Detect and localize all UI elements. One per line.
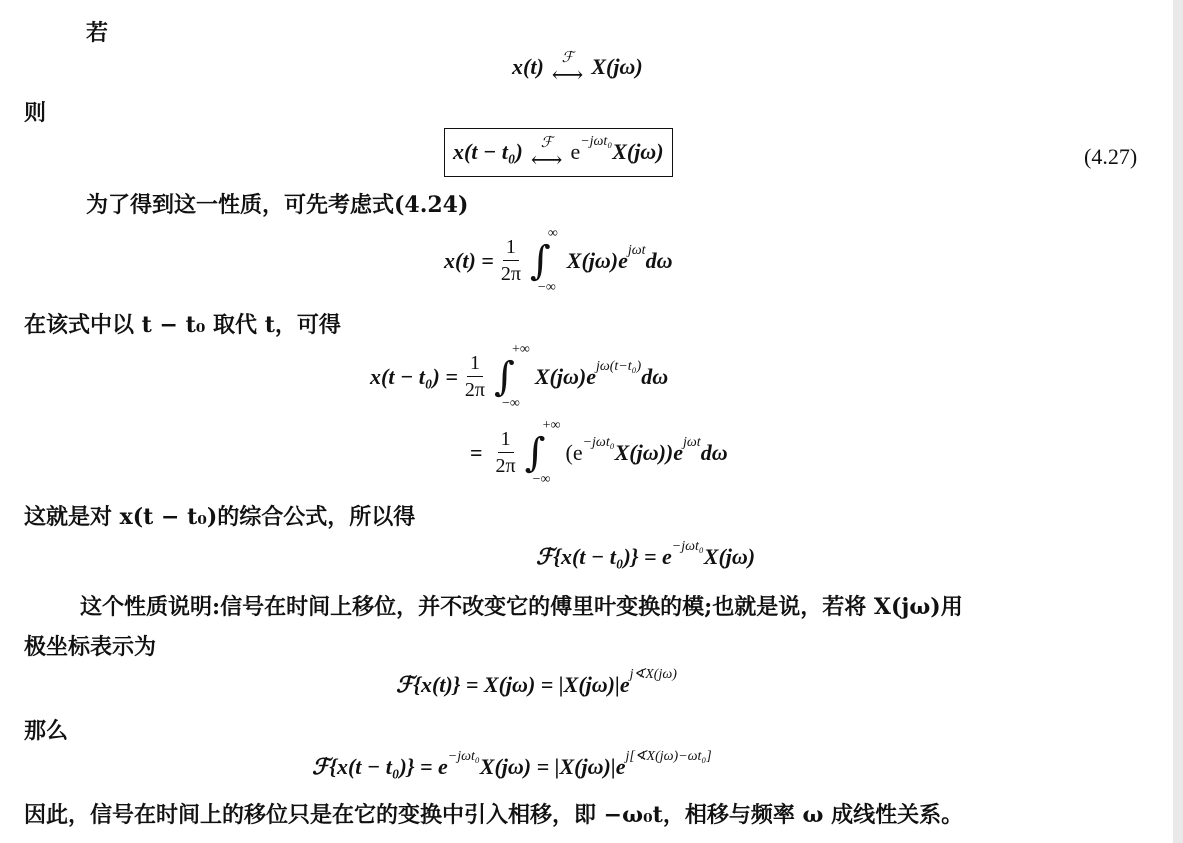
text-property-line1: 这个性质说明:信号在时间上移位，并不改变它的傅里叶变换的模;也就是说，若将 X(jω)用 xyxy=(80,594,963,620)
integral-sign: ∫ +∞ −∞ xyxy=(524,417,561,487)
text-intro: 为了得到这一性质，可先考虑式(4.24) xyxy=(86,192,469,218)
equation-phase-shift: ℱ {x(t − t₀)} = e −jωt₀ X(jω) = |X(jω)|e j[∢X(jω)−ωt₀] xyxy=(312,749,712,780)
text-so: 那么 xyxy=(24,718,69,744)
transform-arrow: ℱ ⟷ xyxy=(530,133,563,172)
equation-time-shift-boxed: x(t − t₀) ℱ ⟷ e −jωt₀ X(jω) xyxy=(444,128,673,177)
eq1-left: x(t) xyxy=(512,54,544,80)
text-if: 若 xyxy=(86,20,109,46)
integral-sign: ∫ +∞ −∞ xyxy=(494,341,530,411)
equation-shifted-inverse-rearranged: = $\frac{1}{2\pi}$ ∫ +∞ −∞ (e −jωt₀ X(jω))e jωt dω xyxy=(470,417,728,487)
equation-inverse-transform: x(t) = $\frac{1}{2\pi}$ ∫ ∞ −∞ X(jω)e jωt dω xyxy=(444,225,673,295)
eq2-left: x(t − t₀) xyxy=(453,139,523,165)
text-synthesis: 这就是对 x(t − t₀)的综合公式，所以得 xyxy=(24,504,416,530)
fraction: $\frac{1}{2\pi}$ xyxy=(500,236,521,285)
transform-arrow: ℱ ⟷ xyxy=(551,48,584,87)
integral-sign: ∫ ∞ −∞ xyxy=(529,225,558,295)
text-replace: 在该式中以 t − t₀ 取代 t，可得 xyxy=(24,312,341,338)
equation-polar-form: ℱ {x(t)} = X(jω) = |X(jω)|e j∢X(jω) xyxy=(396,667,677,698)
fraction: $\frac{1}{2\pi}$ xyxy=(495,428,516,477)
text-then: 则 xyxy=(24,100,47,126)
page-scroll-edge xyxy=(1173,0,1183,843)
text-conclusion: 因此，信号在时间上的移位只是在它的变换中引入相移，即 −ω₀t，相移与频率 ω 成线性关系。 xyxy=(24,802,964,828)
eq1-right: X(jω) xyxy=(591,54,643,80)
text-property-line2: 极坐标表示为 xyxy=(24,634,157,660)
equation-shifted-inverse: x(t − t₀) = $\frac{1}{2\pi}$ ∫ +∞ −∞ X(jω)e jω(t−t₀) dω xyxy=(370,341,669,411)
equation-fourier-shift: ℱ {x(t − t₀)} = e −jωt₀ X(jω) xyxy=(536,539,756,570)
fraction: $\frac{1}{2\pi}$ xyxy=(464,352,486,401)
equation-fourier-pair xyxy=(512,50,643,85)
equation-number: (4.27) xyxy=(1084,144,1138,169)
